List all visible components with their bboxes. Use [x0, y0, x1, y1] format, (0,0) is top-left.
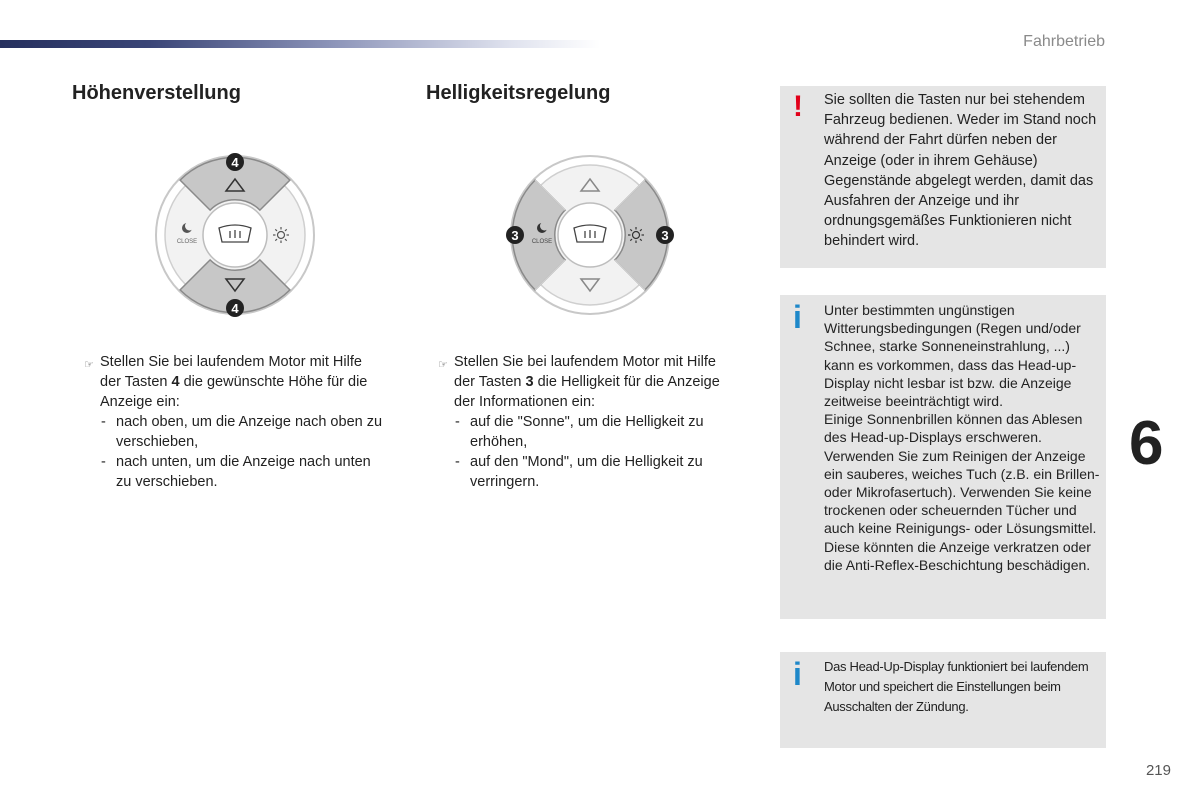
svg-text:4: 4 — [231, 301, 239, 316]
close-label: CLOSE — [176, 239, 198, 245]
chapter-number: 6 — [1129, 409, 1164, 478]
list-item: - nach unten, um die Anzeige nach unten zu verschieben. — [101, 454, 371, 490]
info-note-visibility — [780, 295, 1106, 619]
callout-4-bottom — [226, 299, 244, 317]
warning-icon: ! — [793, 90, 803, 123]
section-heading-height: Höhenverstellung — [72, 82, 241, 104]
info-note-operation — [780, 652, 1106, 748]
warning-note — [780, 86, 1106, 268]
svg-text:4: 4 — [231, 155, 239, 170]
section-heading-brightness: Helligkeitsregelung — [426, 82, 611, 104]
list-item: - auf den "Mond", um die Helligkeit zu verringern. — [455, 454, 703, 490]
svg-text:3: 3 — [661, 228, 669, 243]
instruction-lead: ☞ Stellen Sie bei laufendem Motor mit Hilfe der Tasten 3 die Helligkeit für die Anzeige der Informationen ein: — [438, 354, 720, 410]
list-item: - auf die "Sonne", um die Helligkeit zu erhöhen, — [455, 414, 704, 450]
height-instructions — [84, 352, 384, 492]
brightness-instructions — [438, 352, 738, 492]
list-item: - nach oben, um die Anzeige nach oben zu verschieben, — [101, 414, 383, 450]
svg-text:3: 3 — [511, 228, 519, 243]
header-gradient-bar — [0, 40, 600, 48]
info-icon: i — [793, 299, 802, 335]
instruction-lead: ☞ Stellen Sie bei laufendem Motor mit Hilfe der Tasten 4 die gewünschte Höhe für die Anzeige ein: — [84, 354, 368, 410]
callout-4-top — [226, 153, 244, 171]
info-text: Unter bestimmten ungünstigen Witterungsbedingungen (Regen und/oder Schnee, starke Sonneneinstrahlung, ...) kann es vorkommen, dass das Head-up-Display nicht lesbar ist bzw. die Anzeige zeitweise beeinträchtigt wird. Einige Sonnenbrillen können das Ablesen des Head-up-Displays erschweren. Verwenden Sie zum Reinigen der Anzeige ein sauberes, weiches Tuch (z.B. ein Brillen- oder Mikrofasertuch). Verwenden Sie keine trockenen oder scheuernden Tücher und auch keine Reinigungs- oder Lösungsmittel. Diese könnten die Anzeige verkratzen oder die Anti-Reflex-Beschichtung beschädigen. — [824, 302, 1100, 573]
info-icon: i — [793, 656, 802, 692]
info-text: Das Head-Up-Display funktioniert bei laufendem Motor und speichert die Einstellungen beim Ausschalten der Zündung. — [824, 659, 1089, 714]
warning-text: Sie sollten die Tasten nur bei stehendem Fahrzeug bedienen. Weder im Stand noch während der Fahrt dürfen neben der Anzeige (oder in ihrem Gehäuse) Gegenstände abgelegt werden, damit das Ausfahren der Anzeige und ihr ordnungsgemäßes Funktionieren nicht behindert wird. — [824, 92, 1097, 250]
brightness-control-diagram — [505, 150, 675, 320]
chapter-title: Fahrbetrieb — [1023, 33, 1105, 50]
pointing-hand-icon: ☞ — [438, 359, 448, 371]
page-number: 219 — [1145, 762, 1171, 779]
callout-3-left — [506, 226, 524, 244]
callout-3-right — [656, 226, 674, 244]
height-control-diagram — [150, 150, 320, 320]
pointing-hand-icon: ☞ — [84, 359, 94, 371]
close-label: CLOSE — [531, 239, 553, 245]
